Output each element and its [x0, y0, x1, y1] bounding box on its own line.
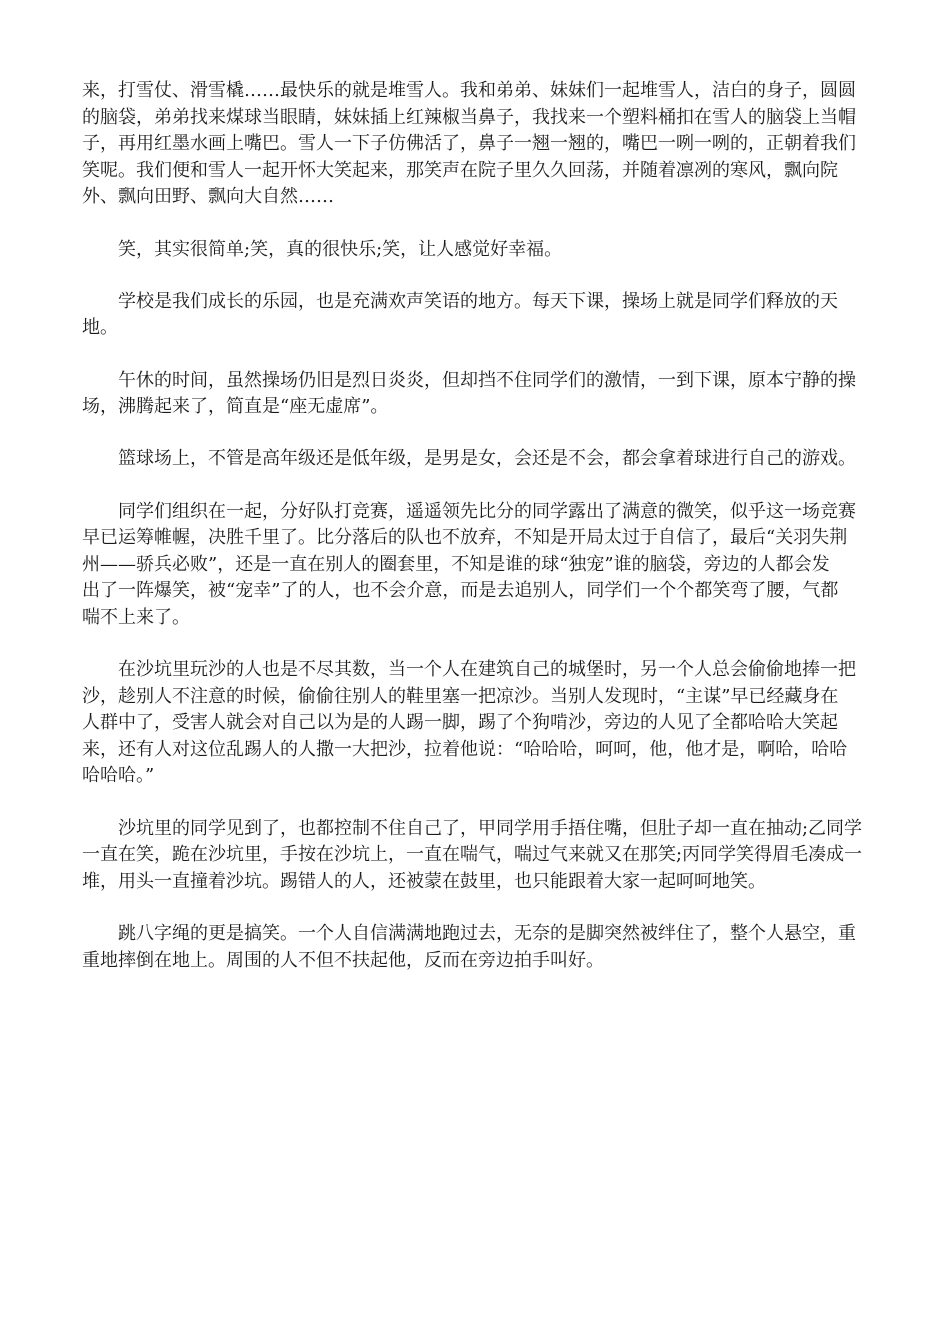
text-line: 午休的时间，虽然操场仍旧是烈日炎炎，但却挡不住同学们的激情，一到下课，原本宁静的操 — [118, 369, 856, 391]
text-line: 沙，趁别人不注意的时候，偷偷往别人的鞋里塞一把凉沙。当别人发现时，“主谋”早已经藏身在 — [82, 685, 839, 707]
text-line: 州——骄兵必败”，还是一直在别人的圈套里，不知是谁的球“独宠”谁的脑袋，旁边的人都会发 — [82, 553, 830, 575]
text-line: 学校是我们成长的乐园，也是充满欢声笑语的地方。每天下课，操场上就是同学们释放的天 — [118, 290, 838, 312]
paragraph — [82, 78, 868, 211]
text-line: 哈哈哈。” — [82, 765, 155, 787]
text-line: 子，再用红墨水画上嘴巴。雪人一下子仿佛活了，鼻子一翘一翘的，嘴巴一咧一咧的，正朝着我们 — [82, 133, 856, 155]
text-line: 早已运筹帷幄，决胜千里了。比分落后的队也不放弃，不知是开局太过于自信了，最后“关羽失荆 — [82, 527, 848, 549]
paragraph — [82, 237, 868, 264]
text-line: 的脑袋，弟弟找来煤球当眼睛，妹妹插上红辣椒当鼻子，我找来一个塑料桶扣在雪人的脑袋上当帽 — [82, 106, 856, 128]
text-line: 同学们组织在一起，分好队打竞赛，遥遥领先比分的同学露出了满意的微笑，似乎这一场竞赛 — [118, 500, 856, 522]
text-line: 一直在笑，跪在沙坑里，手按在沙坑上，一直在喘气，喘过气来就又在那笑;丙同学笑得眉毛凑成一 — [82, 844, 863, 866]
text-line: 场，沸腾起来了，简直是“座无虚席”。 — [82, 396, 389, 418]
text-line: 重地摔倒在地上。周围的人不但不扶起他，反而在旁边拍手叫好。 — [82, 949, 604, 971]
text-line: 地。 — [82, 317, 118, 339]
paragraph — [82, 657, 868, 790]
text-line: 在沙坑里玩沙的人也是不尽其数，当一个人在建筑自己的城堡时，另一个人总会偷偷地捧一把 — [118, 659, 856, 681]
text-line: 跳八字绳的更是搞笑。一个人自信满满地跑过去，无奈的是脚突然被绊住了，整个人悬空，重 — [118, 923, 856, 944]
paragraph — [82, 368, 868, 421]
article-body — [82, 78, 868, 974]
text-line: 笑呢。我们便和雪人一起开怀大笑起来，那笑声在院子里久久回荡，并随着凛冽的寒风，飘向院 — [82, 159, 838, 181]
text-line: 沙坑里的同学见到了，也都控制不住自己了，甲同学用手捂住嘴，但肚子却一直在抽动;乙同学 — [118, 817, 863, 839]
paragraph — [82, 921, 868, 974]
text-line: 堆，用头一直撞着沙坑。踢错人的人，还被蒙在鼓里，也只能跟着大家一起呵呵地笑。 — [82, 870, 766, 892]
text-line: 篮球场上，不管是高年级还是低年级，是男是女，会还是不会，都会拿着球进行自己的游戏。 — [118, 448, 856, 470]
paragraph — [82, 816, 868, 896]
text-line: 外、飘向田野、飘向大自然…… — [82, 186, 334, 208]
text-line: 出了一阵爆笑，被“宠幸”了的人，也不会介意，而是去追别人，同学们一个个都笑弯了腰，气都 — [82, 580, 839, 602]
paragraph — [82, 499, 868, 632]
text-line: 来，还有人对这位乱踢人的人撒一大把沙，拉着他说：“哈哈哈，呵呵，他，他才是，啊哈，哈哈 — [82, 738, 848, 760]
text-line: 喘不上来了。 — [82, 606, 190, 628]
text-line: 人群中了，受害人就会对自己以为是的人踢一脚，踢了个狗啃沙，旁边的人见了全都哈哈大笑起 — [82, 712, 838, 734]
text-line: 笑，其实很简单;笑，真的很快乐;笑，让人感觉好幸福。 — [118, 238, 563, 260]
paragraph — [82, 289, 868, 342]
text-line: 来，打雪仗、滑雪橇……最快乐的就是堆雪人。我和弟弟、妹妹们一起堆雪人，洁白的身子，圆圆 — [82, 80, 856, 101]
paragraph — [82, 446, 868, 473]
